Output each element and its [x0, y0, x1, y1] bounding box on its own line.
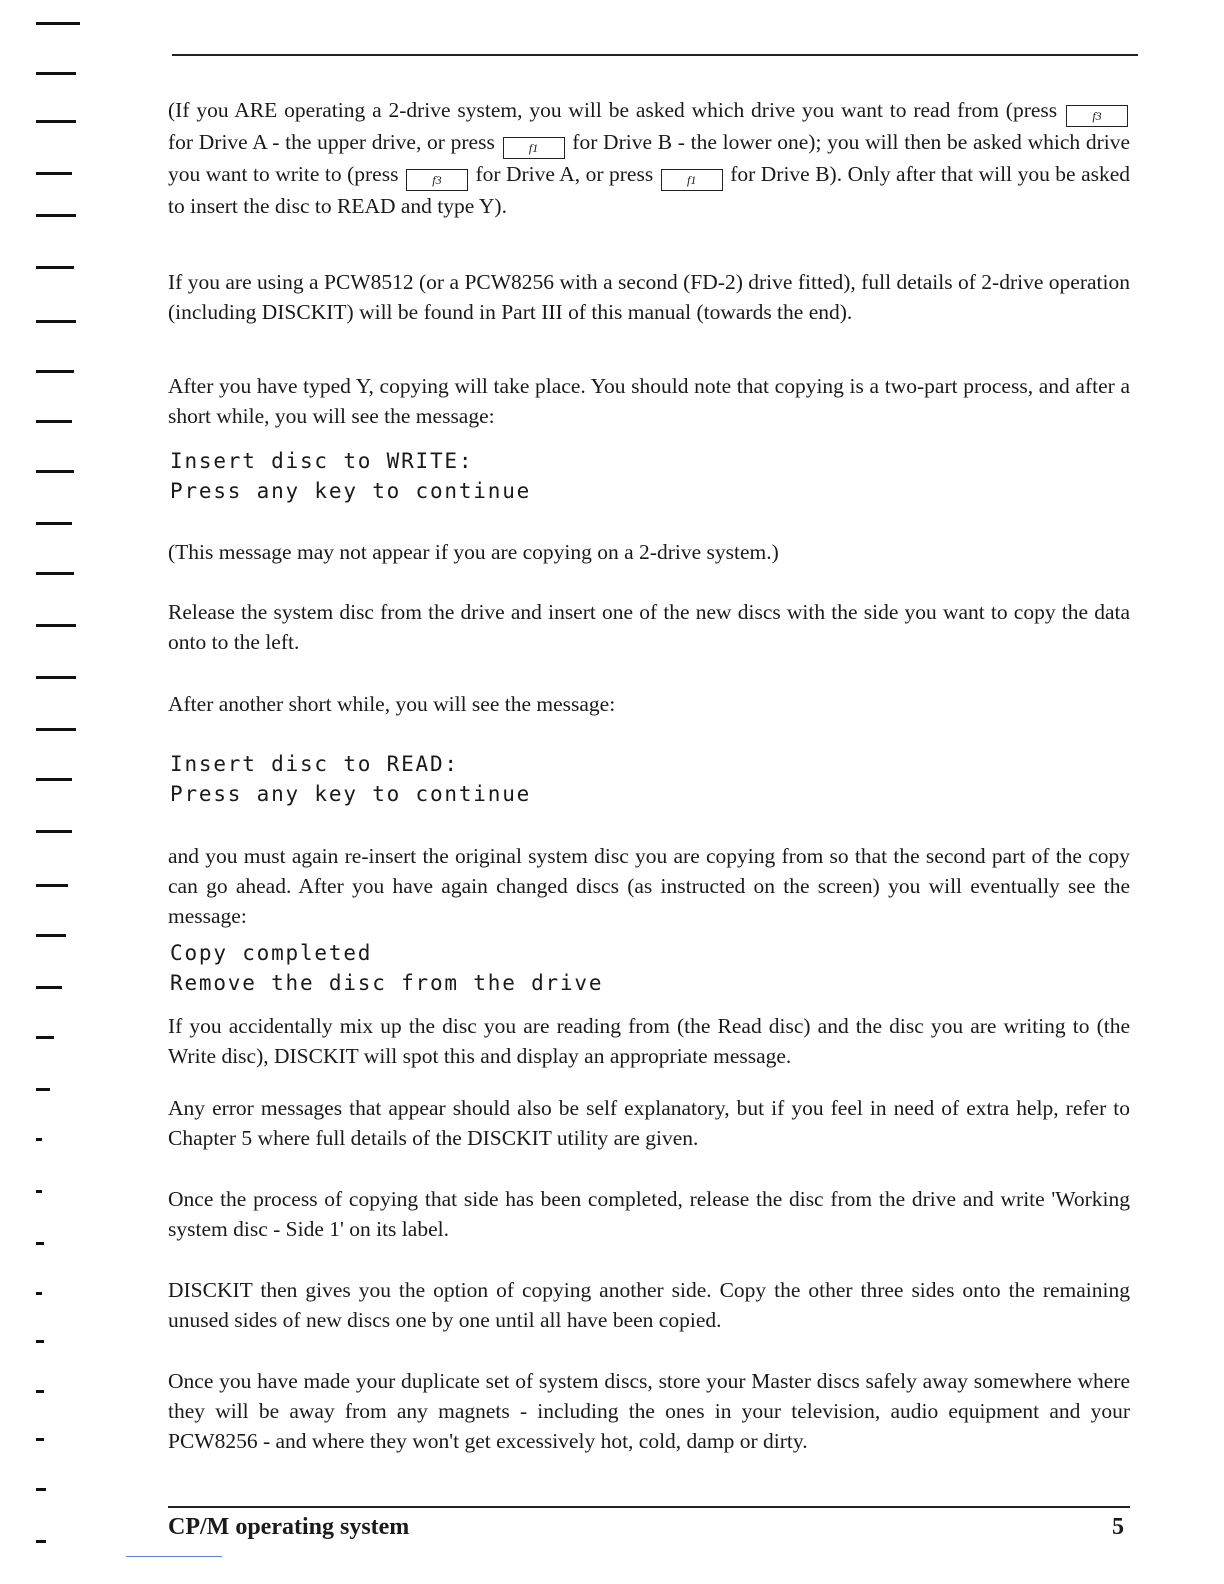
margin-mark — [36, 1540, 46, 1543]
read-message-line-1: Insert disc to READ: — [170, 752, 459, 776]
write-message-line-1: Insert disc to WRITE: — [170, 449, 474, 473]
done-message-line-2: Remove the disc from the drive — [170, 971, 604, 995]
margin-mark — [36, 420, 72, 423]
two-drive-paragraph: If you are using a PCW8512 (or a PCW8256 with a second (FD-2) drive fitted), full details of 2-drive operation (including DISCKIT) will be found in Part III of this manual (towards the end). — [168, 270, 1130, 324]
margin-mark — [36, 624, 76, 627]
two-drive-note: (This message may not appear if you are copying on a 2-drive system.) — [168, 540, 779, 564]
f1-key-icon: f1 — [661, 169, 723, 191]
footer-title: CP/M operating system — [168, 1514, 410, 1540]
intro-paragraph — [168, 95, 1130, 221]
margin-mark — [36, 1138, 42, 1141]
f1-key-icon: f1 — [503, 137, 565, 159]
margin-mark — [36, 1340, 44, 1343]
margin-mark — [36, 172, 72, 175]
margin-mark — [36, 214, 76, 217]
mixup-paragraph: If you accidentally mix up the disc you are reading from (the Read disc) and the disc you are writing to (the Write disc), DISCKIT will spot this and display an appropriate message. — [168, 1014, 1130, 1068]
scan-artifact-line — [126, 1556, 222, 1557]
intro-text: for Drive B - the lower one); you will then be asked which drive you want to write to (press — [168, 130, 1131, 186]
margin-mark — [36, 884, 68, 887]
page-number: 5 — [1112, 1514, 1124, 1540]
intro-text: for Drive A, or press — [475, 162, 654, 186]
margin-mark — [36, 1488, 46, 1491]
margin-mark — [36, 1036, 54, 1039]
intro-text: for Drive B). Only after that will you be asked to insert the disc to READ and type Y). — [168, 162, 1131, 218]
error-messages-paragraph: Any error messages that appear should also be self explanatory, but if you feel in need of extra help, refer to Chapter 5 where full details of the DISCKIT utility are given. — [168, 1096, 1130, 1150]
intro-text: for Drive A - the upper drive, or press — [168, 130, 495, 154]
margin-mark — [36, 470, 74, 473]
margin-mark — [36, 320, 76, 323]
margin-mark — [36, 830, 72, 833]
margin-mark — [36, 1190, 42, 1193]
margin-mark — [36, 120, 76, 123]
footer-rule — [168, 1506, 1130, 1508]
storage-paragraph: Once you have made your duplicate set of system discs, store your Master discs safely away somewhere where they will be away from any magnets - including the ones in your television, audio equipment and your PCW8256 - and where they won't get excessively hot, cold, damp or dirty. — [168, 1369, 1130, 1453]
margin-mark — [36, 1292, 42, 1295]
f3-key-icon: f3 — [406, 169, 468, 191]
release-disc-paragraph: Release the system disc from the drive and insert one of the new discs with the side you want to copy the data onto to the left. — [168, 600, 1130, 654]
copying-paragraph: After you have typed Y, copying will take place. You should note that copying is a two-part process, and after a short while, you will see the message: — [168, 374, 1130, 428]
margin-mark — [36, 266, 74, 269]
f3-key-icon: f3 — [1066, 105, 1128, 127]
margin-mark — [36, 572, 74, 575]
margin-mark — [36, 676, 76, 679]
margin-mark — [36, 370, 74, 373]
write-message-line-2: Press any key to continue — [170, 479, 532, 503]
intro-text: (If you ARE operating a 2-drive system, you will be asked which drive you want to read from (press — [168, 98, 1058, 122]
margin-mark — [36, 986, 62, 989]
header-rule — [172, 54, 1138, 56]
another-while-paragraph: After another short while, you will see the message: — [168, 692, 616, 716]
margin-mark — [36, 1390, 44, 1393]
read-message-line-2: Press any key to continue — [170, 782, 532, 806]
margin-mark — [36, 72, 76, 75]
reinsert-paragraph: and you must again re-insert the original system disc you are copying from so that the second part of the copy can go ahead. After you have again changed discs (as instructed on the screen) you will eventually see the message: — [168, 844, 1130, 928]
margin-mark — [36, 728, 76, 731]
done-message-line-1: Copy completed — [170, 941, 373, 965]
margin-mark — [36, 778, 72, 781]
margin-mark — [36, 934, 66, 937]
margin-mark — [36, 1242, 44, 1245]
other-sides-paragraph: DISCKIT then gives you the option of copying another side. Copy the other three sides onto the remaining unused sides of new discs one by one until all have been copied. — [168, 1278, 1130, 1332]
margin-mark — [36, 22, 80, 25]
margin-mark — [36, 1438, 44, 1441]
margin-mark — [36, 1088, 50, 1091]
margin-mark — [36, 522, 72, 525]
label-paragraph: Once the process of copying that side has been completed, release the disc from the drive and write 'Working system disc - Side 1' on its label. — [168, 1187, 1130, 1241]
